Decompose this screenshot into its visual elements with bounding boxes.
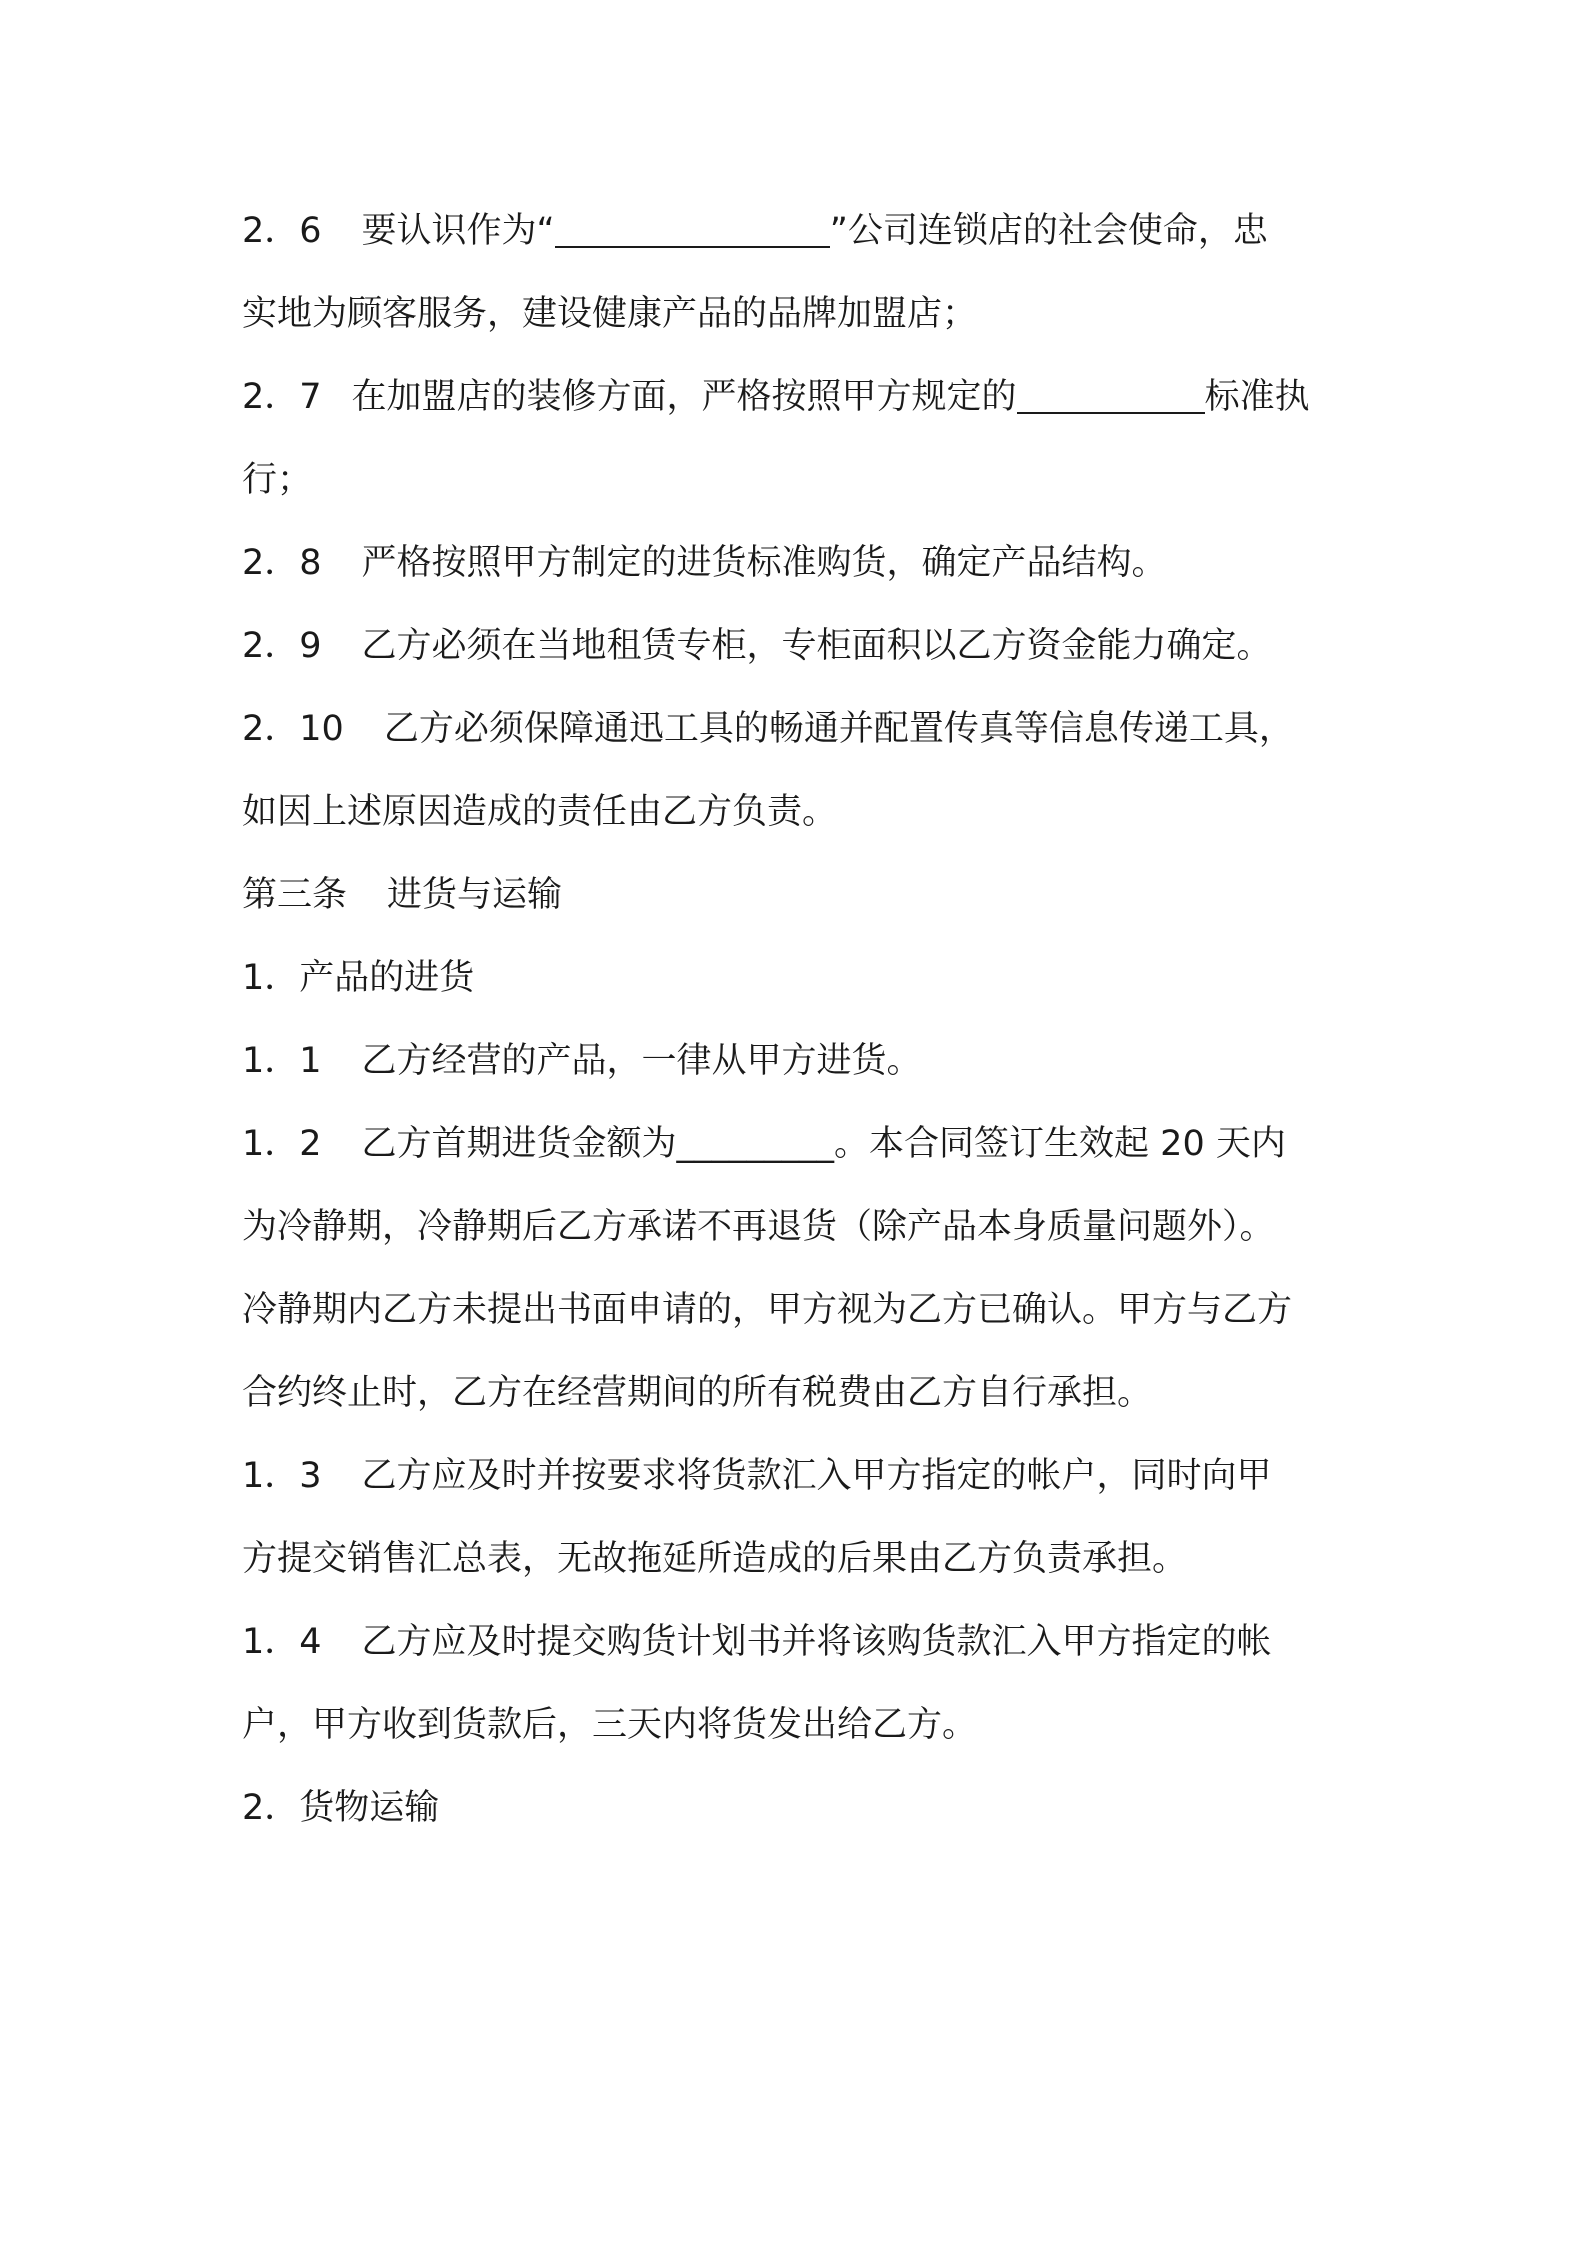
clause-text: 严格按照甲方制定的进货标准购货，确定产品结构。 (361, 543, 1167, 583)
clause-text: 乙方首期进货金额为_________。本合同签订生效起 20 天内 (361, 1124, 1286, 1164)
clause-2-10-continued (242, 771, 1362, 854)
clause-number: 2．9 (242, 626, 322, 666)
clause-1-2 (242, 1103, 1362, 1186)
clause-text: 在加盟店的装修方面，严格按照甲方规定的 (351, 377, 1017, 417)
clause-text: 乙方经营的产品，一律从甲方进货。 (361, 1041, 922, 1081)
clause-text: 实地为顾客服务，建设健康产品的品牌加盟店； (242, 294, 978, 334)
clause-text: 冷静期内乙方未提出书面申请的，甲方视为乙方已确认。甲方与乙方 (242, 1290, 1293, 1330)
article-title: 进货与运输 (387, 875, 563, 915)
clause-text: 户，甲方收到货款后，三天内将货发出给乙方。 (242, 1705, 978, 1745)
clause-2-6-continued (242, 273, 1362, 356)
clause-1-3-continued (242, 1518, 1362, 1601)
clause-number: 2．8 (242, 543, 322, 583)
clause-number: 1．4 (242, 1622, 322, 1662)
clause-number: 2．7 (242, 377, 322, 417)
clause-text: 乙方必须在当地租赁专柜，专柜面积以乙方资金能力确定。 (361, 626, 1272, 666)
fill-in-blank[interactable] (1017, 372, 1205, 414)
clause-1-1 (242, 1020, 1362, 1103)
clause-text: 合约终止时，乙方在经营期间的所有税费由乙方自行承担。 (242, 1373, 1153, 1413)
clause-text: 乙方应及时提交购货计划书并将该购货款汇入甲方指定的帐 (361, 1622, 1272, 1662)
clause-2-9 (242, 605, 1362, 688)
clause-text: 为冷静期，冷静期后乙方承诺不再退货（除产品本身质量问题外）。 (242, 1207, 1275, 1247)
clause-2-7 (242, 356, 1362, 439)
clause-1-4-continued (242, 1684, 1362, 1767)
clause-2-7-continued (242, 439, 1362, 522)
section-title: 2．货物运输 (242, 1788, 440, 1828)
section-2-heading (242, 1767, 1362, 1850)
section-title: 1．产品的进货 (242, 958, 475, 998)
clause-number: 1．3 (242, 1456, 322, 1496)
clause-text: 行； (242, 460, 313, 500)
document-page (242, 190, 1362, 1850)
clause-2-8 (242, 522, 1362, 605)
clause-1-4 (242, 1601, 1362, 1684)
clause-1-2-continued (242, 1352, 1362, 1435)
clause-text: 如因上述原因造成的责任由乙方负责。 (242, 792, 838, 832)
clause-number: 2．6 (242, 211, 322, 251)
clause-text-continued: 标准执 (1204, 377, 1310, 417)
clause-text: 乙方必须保障通迅工具的畅通并配置传真等信息传递工具， (383, 709, 1294, 749)
clause-2-10 (242, 688, 1362, 771)
section-1-heading (242, 937, 1362, 1020)
clause-text: 方提交销售汇总表，无故拖延所造成的后果由乙方负责承担。 (242, 1539, 1188, 1579)
clause-text-continued: ”公司连锁店的社会使命，忠 (829, 211, 1268, 251)
clause-2-6 (242, 190, 1362, 273)
clause-1-2-continued (242, 1269, 1362, 1352)
article-number: 第三条 (242, 875, 348, 915)
article-3-heading (242, 854, 1362, 937)
clause-number: 2．10 (242, 709, 344, 749)
clause-number: 1．2 (242, 1124, 322, 1164)
clause-1-3 (242, 1435, 1362, 1518)
clause-text: 要认识作为“ (361, 211, 555, 251)
fill-in-blank[interactable] (555, 206, 830, 248)
clause-number: 1．1 (242, 1041, 322, 1081)
clause-text: 乙方应及时并按要求将货款汇入甲方指定的帐户，同时向甲 (361, 1456, 1272, 1496)
clause-1-2-continued (242, 1186, 1362, 1269)
